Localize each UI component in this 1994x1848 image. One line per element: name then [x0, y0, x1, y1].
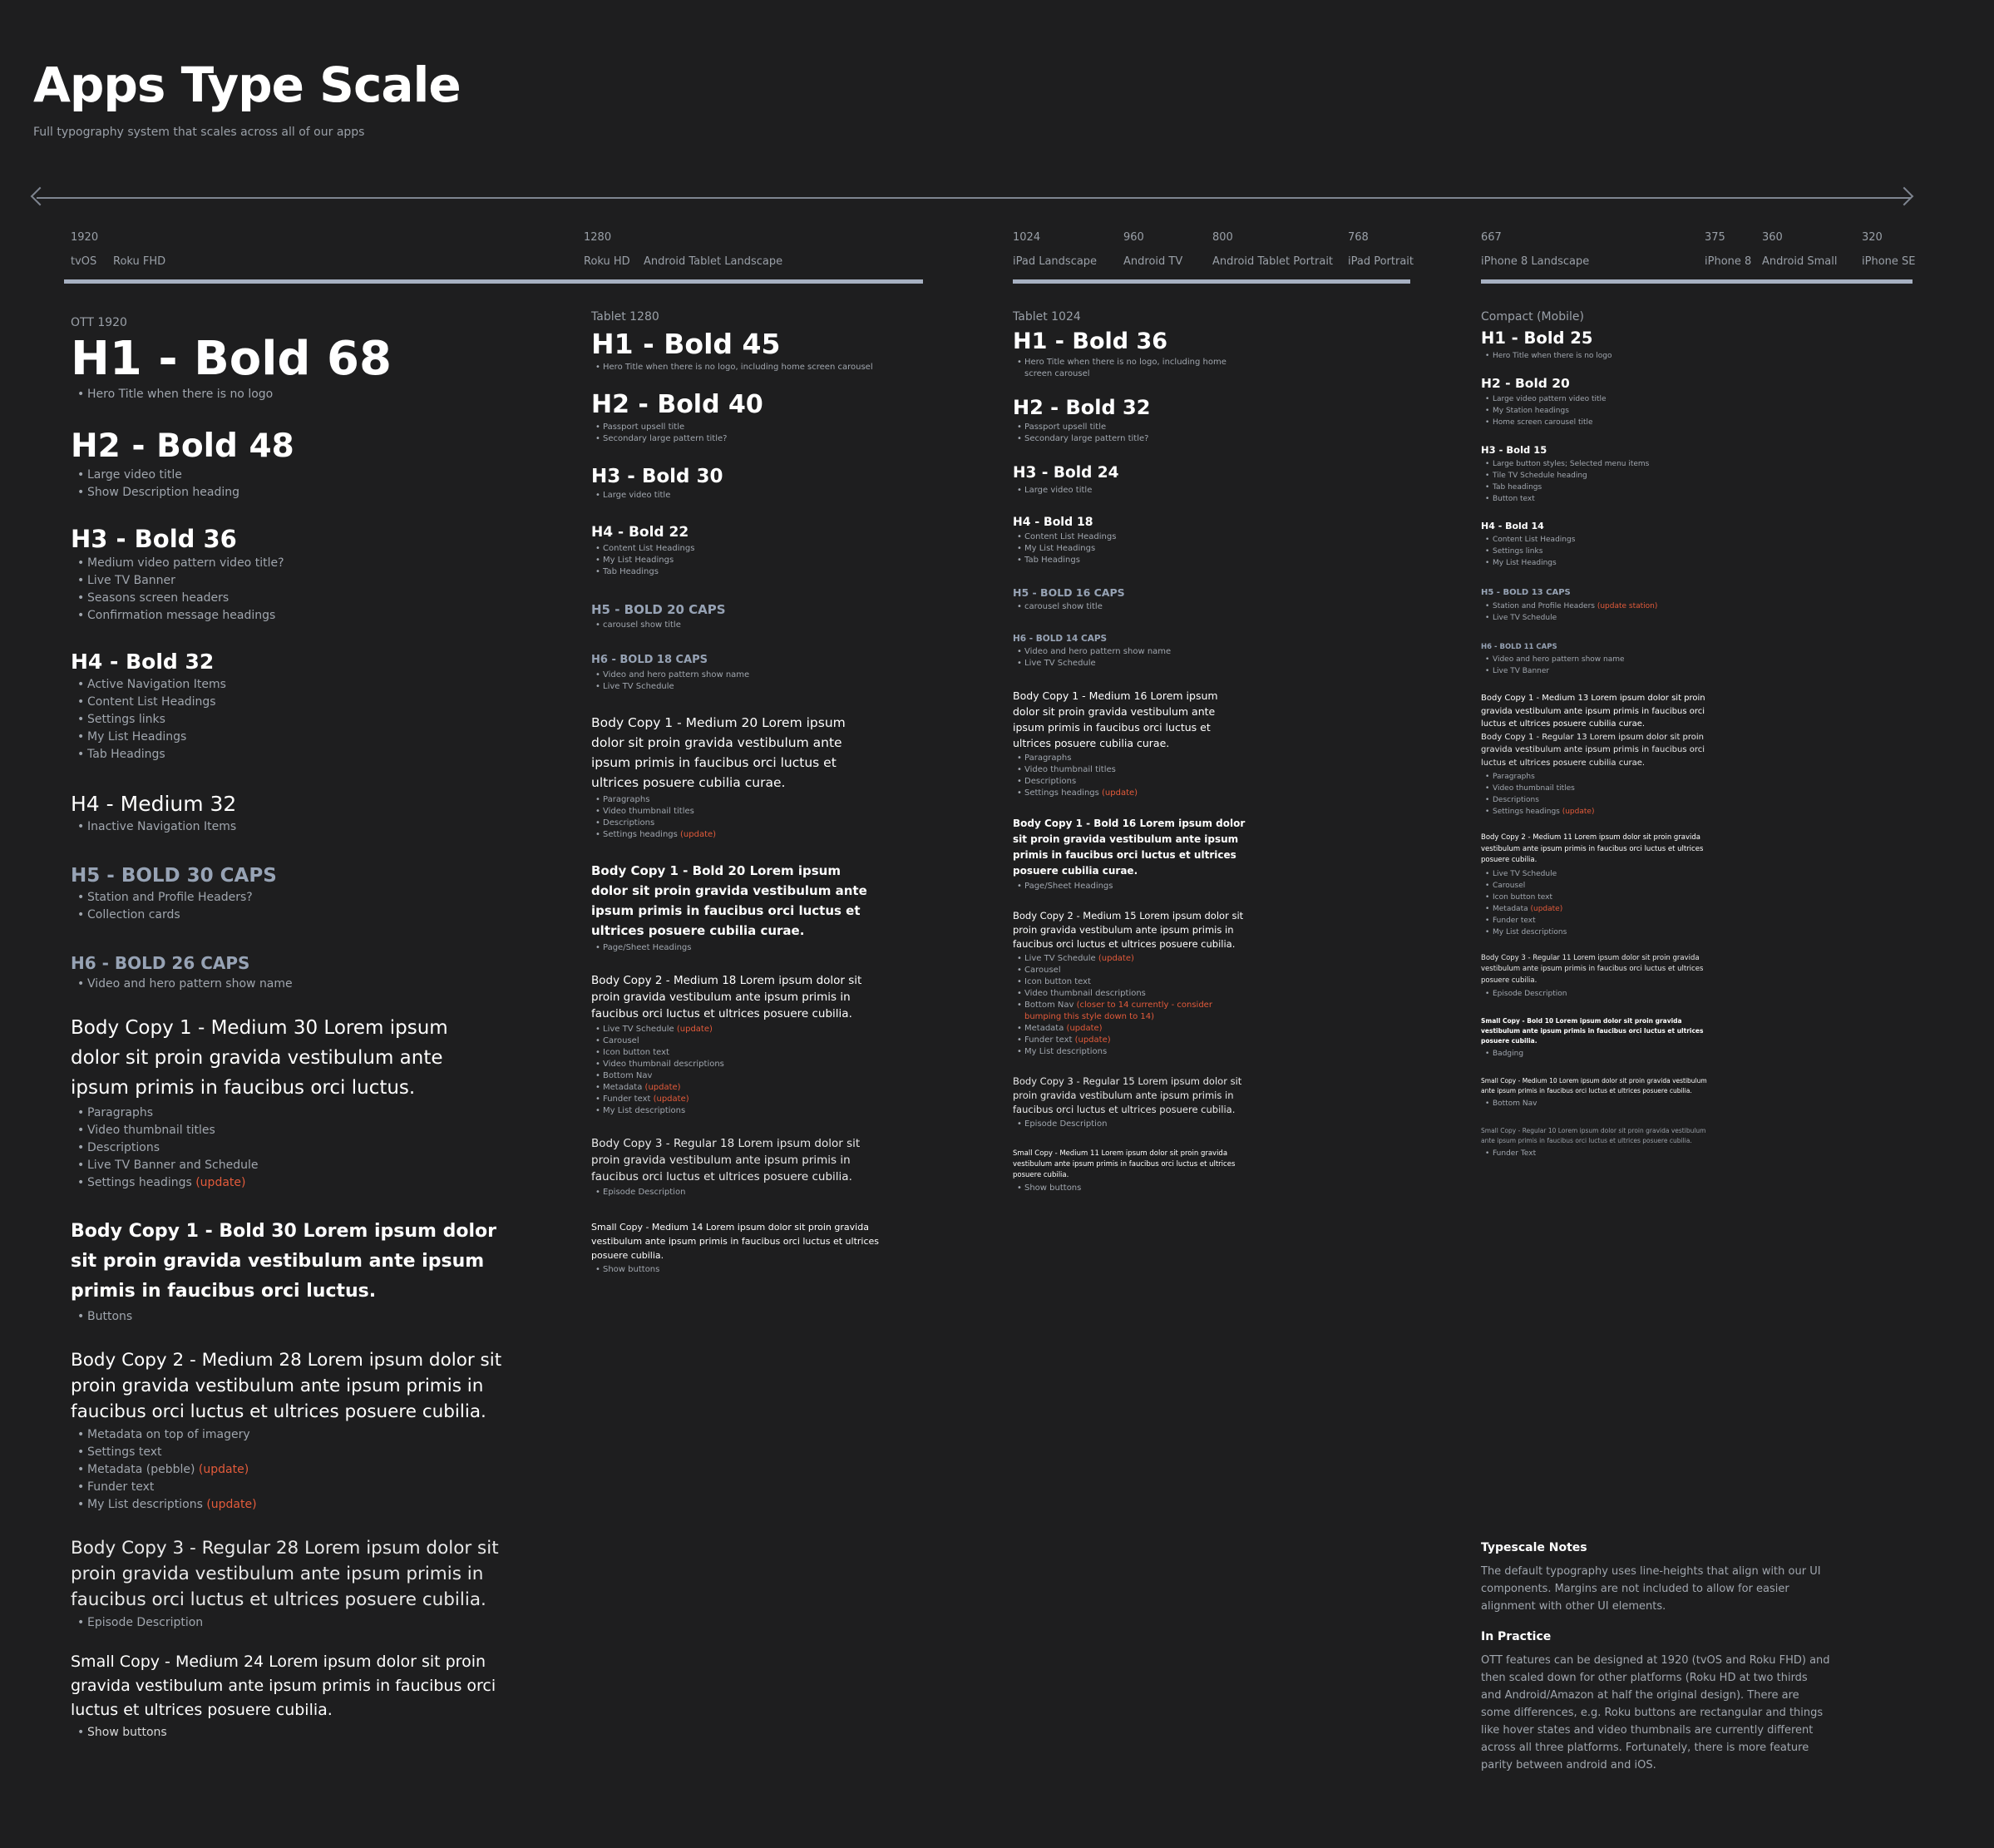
ruler-arrow-line	[37, 197, 1911, 199]
list-item: • Icon button text	[1493, 892, 1714, 903]
compact-body2-sample: Body Copy 2 - Medium 11 Lorem ipsum dolor sit proin gravida vestibulum ante ipsum primis in faucibus orci luctus et ultrices posuere cubilia.	[1481, 833, 1704, 864]
list-item: • My List Headings	[1493, 557, 1714, 569]
t1024-h2-sample: H2 - Bold 32	[1013, 396, 1151, 419]
width-960: 960	[1123, 231, 1144, 244]
list-item: • Settings headings (update)	[1493, 806, 1714, 818]
list-item: • Paragraphs	[87, 1104, 503, 1122]
list-item: • My List descriptions	[1493, 926, 1714, 938]
list-item: • Live TV Banner	[87, 572, 503, 590]
typescale-notes	[1481, 1541, 1830, 1789]
list-item: • Large video title	[87, 467, 503, 484]
ott-h4-usage	[71, 676, 503, 763]
list-item: • Metadata (pebble) (update)	[87, 1461, 503, 1479]
list-item: • Content List Headings	[87, 694, 503, 711]
list-item: • Page/Sheet Headings	[603, 942, 891, 954]
tablet-h4-usage	[591, 543, 891, 578]
list-item: • My List descriptions	[1024, 1046, 1237, 1058]
device-iphone-se: iPhone SE	[1862, 255, 1916, 268]
device-iphone-8-landscape: iPhone 8 Landscape	[1481, 255, 1590, 268]
column-label: Tablet 1280	[591, 310, 659, 324]
compact-small-bold-sample: Small Copy - Bold 10 Lorem ipsum dolor sit proin gravida vestibulum ante ipsum primis in faucibus orci luctus et ultrices posuere cubilia.	[1481, 1017, 1704, 1045]
compact-h1-sample: H1 - Bold 25	[1481, 329, 1593, 348]
list-item: • Video and hero pattern show name	[603, 670, 891, 681]
list-item: • Live TV Schedule (update)	[603, 1024, 891, 1035]
ott-body1-medium-sample: Body Copy 1 - Medium 30 Lorem ipsum dolor sit proin gravida vestibulum ante ipsum primis in faucibus orci luctus.	[71, 1017, 448, 1099]
compact-h3-usage	[1481, 458, 1714, 505]
width-1024: 1024	[1013, 231, 1041, 244]
ruler-bar-compact	[1481, 279, 1913, 284]
list-item: • Bottom Nav (closer to 14 currently - consider bumping this style down to 14)	[1024, 1000, 1237, 1023]
list-item: • Large video title	[603, 490, 891, 502]
update-tag: (update)	[1074, 1035, 1111, 1045]
list-item: • Page/Sheet Headings	[1024, 881, 1246, 892]
compact-h2-sample: H2 - Bold 20	[1481, 376, 1570, 391]
list-item: • Tab Headings	[603, 566, 891, 578]
tablet-h3-usage	[591, 490, 891, 502]
device-roku-hd: Roku HD	[584, 255, 630, 268]
t1024-h1-sample: H1 - Bold 36	[1013, 329, 1168, 354]
ott-h4-medium-usage	[71, 818, 503, 836]
list-item: • Secondary large pattern title?	[603, 433, 891, 445]
list-item: • carousel show title	[603, 620, 891, 631]
list-item: • Carousel	[1493, 880, 1714, 892]
list-item: • Video thumbnail descriptions	[603, 1059, 891, 1070]
list-item: • Icon button text	[603, 1047, 891, 1059]
compact-h6-sample: H6 - BOLD 11 CAPS	[1481, 643, 1557, 651]
ott-column	[71, 316, 503, 1742]
tablet-body1-medium-usage	[591, 794, 891, 841]
column-label: Tablet 1024	[1013, 310, 1081, 324]
list-item: • Carousel	[1024, 965, 1237, 976]
list-item: • Bottom Nav	[1493, 1098, 1714, 1109]
width-1920: 1920	[71, 231, 99, 244]
list-item: • Settings headings (update)	[1024, 788, 1246, 799]
compact-small-regular-usage	[1481, 1148, 1714, 1159]
list-item: • Bottom Nav	[603, 1070, 891, 1082]
list-item: • Paragraphs	[1024, 753, 1246, 764]
device-android-tablet-landscape: Android Tablet Landscape	[644, 255, 783, 268]
tablet-h5-sample: H5 - BOLD 20 CAPS	[591, 602, 726, 617]
ott-h5-usage	[71, 889, 503, 924]
compact-body1-usage	[1481, 771, 1714, 818]
update-tag: (update)	[1066, 1024, 1103, 1033]
list-item: • Icon button text	[1024, 976, 1237, 988]
list-item: • Live TV Schedule	[603, 681, 891, 693]
list-item: • carousel show title	[1024, 601, 1246, 613]
t1024-body1-medium-sample: Body Copy 1 - Medium 16 Lorem ipsum dolor sit proin gravida vestibulum ante ipsum primis in faucibus orci luctus et ultrices posuere cubilia curae.	[1013, 689, 1218, 749]
list-item: • Settings headings (update)	[87, 1174, 503, 1192]
list-item: • Paragraphs	[1493, 771, 1714, 783]
device-android-small: Android Small	[1762, 255, 1838, 268]
tablet-body2-usage	[591, 1024, 891, 1117]
list-item: • Episode Description	[1493, 988, 1714, 1000]
list-item: • Seasons screen headers	[87, 590, 503, 607]
list-item: • Collection cards	[87, 907, 503, 924]
tablet-h2-usage	[591, 422, 891, 445]
width-375: 375	[1705, 231, 1725, 244]
device-ipad-portrait: iPad Portrait	[1348, 255, 1414, 268]
ott-body3-usage	[71, 1614, 503, 1632]
tablet-body1-bold-sample: Body Copy 1 - Bold 20 Lorem ipsum dolor sit proin gravida vestibulum ante ipsum primis in faucibus orci luctus et ultrices posuere cubilia curae.	[591, 863, 867, 938]
list-item: • Descriptions	[1493, 794, 1714, 806]
list-item: • Live TV Schedule	[1493, 612, 1714, 624]
list-item: • Content List Headings	[603, 543, 891, 555]
t1024-h5-usage	[1013, 601, 1246, 613]
compact-small-medium-usage	[1481, 1098, 1714, 1109]
list-item: • Video thumbnail titles	[1024, 764, 1246, 776]
t1024-h3-usage	[1013, 485, 1246, 497]
tablet-body1-bold-usage	[591, 942, 891, 954]
tablet-h1-sample: H1 - Bold 45	[591, 328, 781, 360]
ott-h2-sample: H2 - Bold 48	[71, 427, 294, 465]
compact-small-regular-sample: Small Copy - Regular 10 Lorem ipsum dolor sit proin gravida vestibulum ante ipsum primis in faucibus orci luctus et ultrices posuere cubilia.	[1481, 1127, 1706, 1144]
list-item: • Video thumbnail descriptions	[1024, 988, 1237, 1000]
device-roku-fhd: Roku FHD	[113, 255, 166, 268]
t1024-h4-sample: H4 - Bold 18	[1013, 516, 1093, 529]
list-item: • Live TV Schedule (update)	[1024, 953, 1237, 965]
update-tag: (update station)	[1597, 602, 1658, 610]
tablet-body3-sample: Body Copy 3 - Regular 18 Lorem ipsum dolor sit proin gravida vestibulum ante ipsum primis in faucibus orci luctus et ultrices posuere cubilia.	[591, 1137, 861, 1183]
ott-body1-medium-usage	[71, 1104, 503, 1192]
compact-body3-sample: Body Copy 3 - Regular 11 Lorem ipsum dolor sit proin gravida vestibulum ante ipsum primis in faucibus orci luctus et ultrices posuere cubilia.	[1481, 953, 1704, 985]
compact-h5-sample: H5 - BOLD 13 CAPS	[1481, 588, 1571, 597]
list-item: • Settings text	[87, 1444, 503, 1461]
list-item: • Live TV Schedule	[1024, 658, 1246, 670]
list-item: • Tile TV Schedule heading	[1493, 470, 1714, 482]
list-item: • Settings links	[87, 711, 503, 729]
list-item: • Hero Title when there is no logo	[1493, 350, 1714, 362]
tablet-h5-usage	[591, 620, 891, 631]
list-item: • Tab Headings	[1024, 555, 1246, 566]
list-item: • Funder text (update)	[603, 1094, 891, 1105]
ott-h4-sample: H4 - Bold 32	[71, 650, 215, 674]
tablet-h2-sample: H2 - Bold 40	[591, 390, 763, 419]
list-item: • Live TV Schedule	[1493, 868, 1714, 880]
device-ipad-landscape: iPad Landscape	[1013, 255, 1098, 268]
list-item: • Passport upsell title	[1024, 422, 1246, 433]
update-note: (closer to 14 currently - consider bumping this style down to 14)	[1024, 1001, 1212, 1021]
tablet-h6-sample: H6 - BOLD 18 CAPS	[591, 654, 708, 666]
list-item: • Metadata on top of imagery	[87, 1426, 503, 1444]
list-item: • My List descriptions	[603, 1105, 891, 1117]
list-item: • Live TV Banner and Schedule	[87, 1157, 503, 1174]
update-tag: (update)	[680, 830, 717, 839]
list-item: • Show buttons	[87, 1724, 503, 1742]
t1024-body2-usage	[1013, 953, 1237, 1058]
in-practice-title: In Practice	[1481, 1630, 1552, 1643]
t1024-body2-sample: Body Copy 2 - Medium 15 Lorem ipsum dolor sit proin gravida vestibulum ante ipsum primis in faucibus orci luctus et ultrices posuere cubilia.	[1013, 910, 1244, 950]
list-item: • Inactive Navigation Items	[87, 818, 503, 836]
list-item: • Large video pattern video title	[1493, 393, 1714, 405]
list-item: • Secondary large pattern title?	[1024, 433, 1246, 445]
list-item: • Show Description heading	[87, 484, 503, 502]
update-tag: (update)	[198, 1463, 249, 1476]
list-item: • Badging	[1493, 1048, 1714, 1060]
ott-small-copy-sample: Small Copy - Medium 24 Lorem ipsum dolor sit proin gravida vestibulum ante ipsum primis in faucibus orci luctus et ultrices posuere cubilia.	[71, 1653, 496, 1719]
list-item: • Content List Headings	[1024, 531, 1246, 543]
ott-body1-bold-usage	[71, 1308, 503, 1326]
list-item: • My Station headings	[1493, 405, 1714, 417]
list-item: • Hero Title when there is no logo, including home screen carousel	[1024, 357, 1237, 380]
t1024-body3-usage	[1013, 1119, 1246, 1130]
list-item: • Episode Description	[87, 1614, 503, 1632]
t1024-h6-sample: H6 - BOLD 14 CAPS	[1013, 634, 1108, 644]
update-tag: (update)	[1102, 788, 1138, 798]
ott-h6-sample: H6 - BOLD 26 CAPS	[71, 953, 250, 973]
list-item: • Funder text	[1493, 915, 1714, 926]
list-item: • Tab headings	[1493, 482, 1714, 493]
list-item: • Video and hero pattern show name	[1024, 646, 1246, 658]
ott-h1-usage	[71, 386, 503, 403]
compact-h6-usage	[1481, 654, 1714, 677]
width-800: 800	[1212, 231, 1233, 244]
tablet-1024-column	[1013, 310, 1246, 1194]
list-item: • Descriptions	[1024, 776, 1246, 788]
list-item: • Large video title	[1024, 485, 1246, 497]
t1024-h1-usage	[1013, 357, 1237, 380]
list-item: • Active Navigation Items	[87, 676, 503, 694]
list-item: • Carousel	[603, 1035, 891, 1047]
notes-paragraph: The default typography uses line-heights that align with our UI components. Margins are not included to allow for easier alignment with other UI elements.	[1481, 1565, 1821, 1613]
tablet-h6-usage	[591, 670, 891, 693]
list-item: • Video thumbnail titles	[603, 806, 891, 818]
t1024-small-copy-sample: Small Copy - Medium 11 Lorem ipsum dolor sit proin gravida vestibulum ante ipsum primis in faucibus orci luctus et ultrices posuere cubilia.	[1013, 1149, 1236, 1179]
update-tag: (update)	[206, 1498, 257, 1511]
t1024-body3-sample: Body Copy 3 - Regular 15 Lorem ipsum dolor sit proin gravida vestibulum ante ipsum primis in faucibus orci luctus et ultrices posuere cubilia.	[1013, 1075, 1242, 1115]
update-tag: (update)	[195, 1176, 246, 1189]
compact-h3-sample: H3 - Bold 15	[1481, 444, 1547, 456]
compact-body2-usage	[1481, 868, 1714, 938]
list-item: • My List Headings	[87, 729, 503, 746]
ott-h3-usage	[71, 555, 503, 625]
ruler-bar-ott	[64, 279, 923, 284]
list-item: • Metadata (update)	[1493, 903, 1714, 915]
page-subtitle: Full typography system that scales across all of our apps	[33, 126, 365, 139]
device-tvos: tvOS	[71, 255, 97, 268]
compact-body1-regular-sample: Body Copy 1 - Regular 13 Lorem ipsum dolor sit proin gravida vestibulum ante ipsum primis in faucibus orci luctus et ultrices posuere cubilia curae.	[1481, 732, 1705, 768]
tablet-h1-usage	[591, 362, 891, 373]
width-667: 667	[1481, 231, 1502, 244]
update-tag: (update)	[653, 1094, 689, 1104]
list-item: • My List Headings	[1024, 543, 1246, 555]
in-practice-paragraph: OTT features can be designed at 1920 (tvOS and Roku FHD) and then scaled down for other platforms (Roku HD at two thirds and Android/Amazon at half the original design). There are some differences, e.g. Roku buttons are rectangular and things like hover states and video thumbnails are currently different across all three platforms. Fortunately, there is more feature parity between android and iOS.	[1481, 1654, 1830, 1771]
width-768: 768	[1348, 231, 1369, 244]
list-item: • Funder text	[87, 1479, 503, 1496]
ott-h2-usage	[71, 467, 503, 502]
list-item: • Paragraphs	[603, 794, 891, 806]
list-item: • Large button styles; Selected menu items	[1493, 458, 1714, 470]
list-item: • Button text	[1493, 493, 1714, 505]
compact-h1-usage	[1481, 350, 1714, 362]
tablet-h3-sample: H3 - Bold 30	[591, 466, 723, 487]
tablet-small-copy-usage	[591, 1264, 891, 1276]
list-item: • Episode Description	[603, 1187, 891, 1198]
list-item: • Station and Profile Headers?	[87, 889, 503, 907]
ruler-bar-tablet	[1013, 279, 1410, 284]
list-item: • Station and Profile Headers (update station)	[1493, 600, 1714, 612]
list-item: • Home screen carousel title	[1493, 417, 1714, 428]
list-item: • Live TV Banner	[1493, 665, 1714, 677]
arrow-left-icon	[31, 187, 50, 206]
t1024-h2-usage	[1013, 422, 1246, 445]
update-tag: (update)	[1098, 954, 1134, 963]
update-tag: (update)	[644, 1083, 681, 1092]
width-1280: 1280	[584, 231, 612, 244]
list-item: • Tab Headings	[87, 746, 503, 763]
list-item: • Video thumbnail titles	[1493, 783, 1714, 794]
list-item: • Funder text (update)	[1024, 1035, 1237, 1046]
ott-body3-sample: Body Copy 3 - Regular 28 Lorem ipsum dolor sit proin gravida vestibulum ante ipsum primis in faucibus orci luctus et ultrices posuere cubilia.	[71, 1538, 499, 1610]
list-item: • My List descriptions (update)	[87, 1496, 503, 1514]
list-item: • Settings links	[1493, 546, 1714, 557]
tablet-h4-sample: H4 - Bold 22	[591, 524, 689, 541]
list-item: • Hero Title when there is no logo, including home screen carousel	[603, 362, 891, 373]
list-item: • Descriptions	[603, 818, 891, 829]
list-item: • Show buttons	[603, 1264, 891, 1276]
compact-small-bold-usage	[1481, 1048, 1714, 1060]
width-360: 360	[1762, 231, 1783, 244]
notes-title: Typescale Notes	[1481, 1541, 1587, 1554]
t1024-small-copy-usage	[1013, 1183, 1246, 1194]
tablet-small-copy-sample: Small Copy - Medium 14 Lorem ipsum dolor sit proin gravida vestibulum ante ipsum primis in faucibus orci luctus et ultrices posuere cubilia.	[591, 1222, 880, 1261]
list-item: • Episode Description	[1024, 1119, 1246, 1130]
compact-small-medium-sample: Small Copy - Medium 10 Lorem ipsum dolor sit proin gravida vestibulum ante ipsum primis in faucibus orci luctus et ultrices posuere cubilia.	[1481, 1077, 1707, 1094]
t1024-body1-bold-sample: Body Copy 1 - Bold 16 Lorem ipsum dolor sit proin gravida vestibulum ante ipsum primis in faucibus orci luctus et ultrices posuere cubilia curae.	[1013, 818, 1246, 877]
t1024-h5-sample: H5 - BOLD 16 CAPS	[1013, 586, 1125, 599]
compact-h5-usage	[1481, 600, 1714, 624]
width-320: 320	[1862, 231, 1883, 244]
ott-h4-medium-sample: H4 - Medium 32	[71, 792, 237, 816]
list-item: • Show buttons	[1024, 1183, 1246, 1194]
device-android-tablet-portrait: Android Tablet Portrait	[1212, 255, 1334, 268]
list-item: • Video thumbnail titles	[87, 1122, 503, 1139]
tablet-body3-usage	[591, 1187, 891, 1198]
list-item: • Video and hero pattern show name	[87, 976, 503, 993]
arrow-right-icon	[1895, 187, 1914, 206]
list-item: • Buttons	[87, 1308, 503, 1326]
ott-h3-sample: H3 - Bold 36	[71, 525, 237, 553]
tablet-body2-sample: Body Copy 2 - Medium 18 Lorem ipsum dolor sit proin gravida vestibulum ante ipsum primis in faucibus orci luctus et ultrices posuere cubilia.	[591, 974, 862, 1020]
list-item: • Hero Title when there is no logo	[87, 386, 503, 403]
compact-body1-medium-sample: Body Copy 1 - Medium 13 Lorem ipsum dolor sit proin gravida vestibulum ante ipsum primis in faucibus orci luctus et ultrices posuere cubilia curae.	[1481, 694, 1705, 729]
t1024-h4-usage	[1013, 531, 1246, 566]
ott-body2-sample: Body Copy 2 - Medium 28 Lorem ipsum dolor sit proin gravida vestibulum ante ipsum primis in faucibus orci luctus et ultrices posuere cubilia.	[71, 1350, 502, 1422]
list-item: • Metadata (update)	[603, 1082, 891, 1094]
list-item: • My List Headings	[603, 555, 891, 566]
compact-h4-usage	[1481, 534, 1714, 569]
list-item: • Metadata (update)	[1024, 1023, 1237, 1035]
list-item: • Funder Text	[1493, 1148, 1714, 1159]
list-item: • Medium video pattern video title?	[87, 555, 503, 572]
ott-body1-bold-sample: Body Copy 1 - Bold 30 Lorem ipsum dolor sit proin gravida vestibulum ante ipsum primis in faucibus orci luctus.	[71, 1221, 496, 1302]
list-item: • Confirmation message headings	[87, 607, 503, 625]
update-tag: (update)	[676, 1025, 713, 1034]
column-label: Compact (Mobile)	[1481, 310, 1584, 324]
compact-h2-usage	[1481, 393, 1714, 428]
page-title: Apps Type Scale	[33, 57, 461, 113]
column-label: OTT 1920	[71, 316, 127, 329]
list-item: • Passport upsell title	[603, 422, 891, 433]
t1024-h3-sample: H3 - Bold 24	[1013, 464, 1119, 482]
list-item: • Settings headings (update)	[603, 829, 891, 841]
compact-body3-usage	[1481, 988, 1714, 1000]
tablet-body1-medium-sample: Body Copy 1 - Medium 20 Lorem ipsum dolor sit proin gravida vestibulum ante ipsum primis in faucibus orci luctus et ultrices posuere cubilia curae.	[591, 715, 846, 790]
update-tag: (update)	[1530, 904, 1563, 913]
t1024-h6-usage	[1013, 646, 1246, 670]
ott-h6-usage	[71, 976, 503, 993]
list-item: • Descriptions	[87, 1139, 503, 1157]
compact-column	[1481, 310, 1714, 1159]
compact-h4-sample: H4 - Bold 14	[1481, 521, 1544, 531]
t1024-body1-medium-usage	[1013, 753, 1246, 799]
ott-h1-sample: H1 - Bold 68	[71, 332, 392, 386]
list-item: • Content List Headings	[1493, 534, 1714, 546]
device-iphone-8: iPhone 8	[1705, 255, 1752, 268]
ott-small-copy-usage	[71, 1724, 503, 1742]
ott-body2-usage	[71, 1426, 503, 1514]
device-android-tv: Android TV	[1123, 255, 1183, 268]
t1024-body1-bold-usage	[1013, 881, 1246, 892]
list-item: • Video and hero pattern show name	[1493, 654, 1714, 665]
tablet-1280-column	[591, 310, 891, 1276]
update-tag: (update)	[1562, 808, 1595, 816]
ott-h5-sample: H5 - BOLD 30 CAPS	[71, 865, 277, 887]
